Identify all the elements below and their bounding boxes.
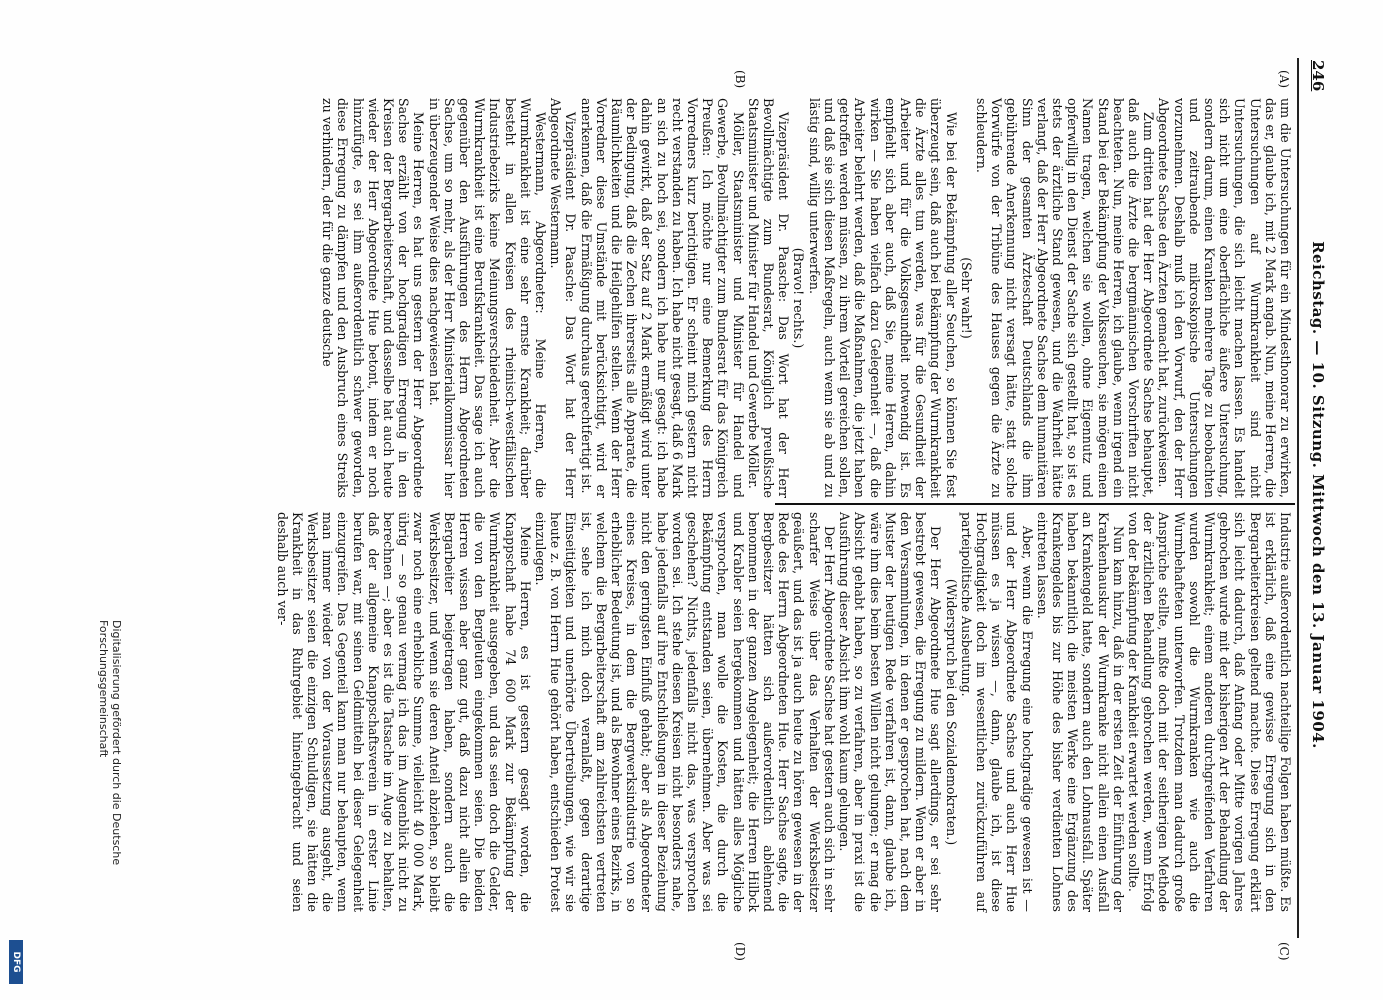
paragraph: Aber, wenn die Erregung eine hochgradige gewesen ist — und der Herr Abgeordnete Sachse und auch Herr Hue müssen es ja wissen —, dann, glaube ich, ist diese Hochgradigkeit doch im wesentlichen zurückzuführen auf parteipolitische Ausbeutung. [958, 512, 1035, 912]
paragraph: um die Untersuchungen für ein Mindesthonorar zu erwirken, das er, glaube ich, mit 2 Mark angab. Nun, meine Herren, die Untersuchungen auf Wurmkrankheit sind nicht Untersuchungen, die sich leicht machen lassen. Es handelt sich nicht um eine oberflächliche äußere Untersuchung, sondern darum, einen Kranken mehrere Tage zu beobachten und zeitraubende mikroskopische Untersuchungen vorzunehmen. Deshalb muß ich den Vorwurf, den der Herr Abgeordnete Sachse den Ärzten gemacht hat, zurückweisen. [1156, 98, 1293, 498]
interjection: (Sehr wahr!) [958, 257, 974, 339]
margin-marker-d: (D) [733, 942, 747, 961]
column-divider [775, 503, 1295, 505]
paragraph: Industrie außerordentlich nachteilige Folgen haben müßte. Es ist erklärlich, daß eine gewisse Erregung sich in den Bergarbeiterkreisen geltend machte. Diese Erregung erklärt sich leicht dadurch, daß Anfang oder Mitte vorigen Jahres gebrochen wurde mit der bisherigen Art der Behandlung der Wurmkrankheit; einem anderen durchgreifenden Verfahren wurden sowohl die Wurmkranken wie auch die Wurmbehafteten unterworfen. Trotzdem man dadurch große Ansprüche stellte, mußte doch mit der seitherigen Methode der ärztlichen Behandlung gebrochen werden, wenn Erfolg von der Bekämpfung der Krankheit erwartet werden sollte. [1125, 512, 1293, 912]
paragraph: Nun kam hinzu, daß in der ersten Zeit der Einführung der Krankenhauskur der Wurmkranke nicht allein einen Ausfall an Krankengeld hatte, sondern auch den Lohnausfall. Später haben bekanntlich die meisten Werke eine Ergänzung des Krankengeldes bis zur Höhe des bisher verdienten Lohnes eintreten lassen. [1034, 512, 1126, 912]
dfg-logo: DFG [9, 940, 23, 984]
paragraph: Der Herr Abgeordnete Sachse hat gestern auch sich in sehr scharfer Weise über das Verhalten der Werksbesitzer geäußert, und das ist ja auch heute zu hören gewesen in der Rede des Herrn Abgeordneten Hue. Herr Sachse sagte, die Bergbesitzer hätten sich außerordentlich ablehnend benommen in der ganzen Angelegenheit; die Herren Hilbck und Krabler seien hergekommen und hätten alles Mögliche versprochen, man wolle die Kosten, die durch die Bekämpfung entstanden seien, übernehmen. Aber was sei geschehen? Nichts, jedenfalls nicht das, was versprochen worden sei. Ich stehe diesen Kreisen nicht besonders nahe, habe jedenfalls auf ihre Entschließungen in dieser Beziehung nicht den geringsten Einfluß gehabt; aber als Abgeordneter eines Kreises, in dem die Bergwerksindustrie von so erheblicher Bedeutung ist, und als Bewohner eines Bezirks, in welchem die Bergarbeiterschaft am zahlreichsten vertreten ist, sehe ich mich doch veranlaßt, gegen derartige Einseitigkeiten und unerhörte Übertreibungen, wie wir sie heute z. B. von Herrn Hue gehört haben, entschieden Protest einzulegen. [533, 512, 837, 912]
page-number: 246 [1309, 60, 1327, 92]
margin-marker-a: (A) [1277, 70, 1291, 89]
running-title: Reichstag. — 10. Sitzung. Mittwoch den 13. Januar 1904. [1309, 241, 1327, 749]
digitization-credit: Digitalisierung gefördert durch die Deutsche Forschungsgemeinschaft [97, 620, 123, 866]
paragraph: Meine Herren, es hat uns gestern der Herr Abgeordnete Sachse erzählt von der hochgradigen Erregung in den Kreisen der Bergarbeiterschaft, und dasselbe hat auch heute wieder der Herr Abgeordnete Hue betont, indem er noch hinzufügte, es sei ihm außerordentlich schwer geworden, diese Erregung zu dämpfen und den Ausbruch eines Streiks zu verhindern, der für die ganze deutsche [320, 98, 427, 498]
paragraph: Meine Herren, es ist gestern gesagt worden, die Knappschaft habe 74 600 Mark zur Bekämpfung der Wurmkrankheit ausgegeben, und das seien doch die Gelder, die von den Bergleuten eingekommen seien. Die beiden Herren wissen aber ganz gut, daß dazu nicht allein die Bergarbeiter beigetragen haben, sondern auch die Werksbesitzer, und wenn sie deren Anteil abziehen, so bleibt zwar noch eine erhebliche Summe, vielleicht 40 000 Mark, übrig — so genau vermag ich das im Augenblick nicht zu berechnen —; aber es ist die Tatsache im Auge zu behalten, daß der allgemeine Knappschaftsverein in erster Linie berufen war, mit seinen Geldmitteln bei dieser Gelegenheit einzugreifen. Das Gegenteil kann man nur behaupten, wenn man immer wieder von der Voraussetzung ausgeht, die Werksbesitzer seien die einzigen Schuldigen, sie hätten die Krankheit in das Ruhrgebiet hineingebracht und seien deshalb auch ver- [274, 512, 533, 912]
paragraph: Zum dritten hat der Herr Abgeordnete Sachse behauptet, daß auch die Ärzte die bergmännischen Vorschriften nicht beachteten. Nun, meine Herren, ich glaube, wenn irgend ein Stand bei der Bekämpfung der Volksseuchen, sie mögen einen Namen tragen, welchen sie wollen, ohne Eigennutz und opferwillig in den Dienst der Sache sich gestellt hat, so ist es stets der ärztliche Stand gewesen, und die Wahrheit hätte verlangt, daß der Herr Abgeordnete Sachse dem humanitären Sinn der gesamten Ärzteschaft Deutschlands die ihm gebührende Anerkennung nicht versagt hätte, statt solche Vorwürfe von der Tribüne des Hauses gegen die Ärzte zu schleudern. [973, 98, 1157, 498]
header-rule [1297, 58, 1299, 938]
left-column [320, 98, 1293, 498]
speaker-paragraph: Westermann, Abgeordneter: Meine Herren, die Wurmkrankheit ist eine sehr ernste Krankheit; darüber besteht in allen Kreisen des rheinisch-westfälischen Industriebezirks keine Meinungsverschiedenheit. Aber die Wurmkrankheit ist eine Berufskrankheit. Das sage ich auch gegenüber den Ausführungen des Herrn Abgeordneten Sachse, um so mehr, als der Herr Ministerialkommissar hier in überzeugender Weise dies nachgewiesen hat. [426, 98, 549, 498]
page-header [1297, 60, 1327, 930]
right-column [274, 512, 1293, 912]
margin-marker-c: (C) [1277, 942, 1291, 961]
interjection: (Bravo! rechts.) [791, 247, 807, 349]
interjection: (Widerspruch bei den Sozialdemokraten.) [943, 578, 959, 846]
speaker-paragraph: Möller, Staatsminister und Minister für Handel und Gewerbe, Bevollmächtigter zum Bundesrat für das Königreich Preußen: Ich möchte nur eine Bemerkung des Herrn Vorredners kurz berichtigen. Er scheint mich gestern nicht recht verstanden zu haben. Ich habe nicht gesagt, daß 6 Mark an sich zu hoch sei, sondern ich habe nur gesagt: ich habe dahin gewirkt, daß der Satz auf 2 Mark ermäßigt wird unter der Bedingung, daß die Zechen ihrerseits alle Apparate, die Räumlichkeiten und die Heilgehilfen stellen. Wenn der Herr Vorredner diese Umstände mit berücksichtigt, wird er anerkennen, daß die Ermäßigung durchaus gerechtfertigt ist. [578, 98, 746, 498]
margin-marker-b: (B) [733, 70, 747, 89]
speaker-paragraph: Vizepräsident Dr. Paasche: Das Wort hat der Herr Bevollmächtigte zum Bundesrat, Königlich preußische Staatsminister und Minister für Handel und Gewerbe Möller. [745, 98, 792, 498]
paragraph: Der Herr Abgeordnete Hue sagt allerdings, er sei sehr bestrebt gewesen, die Erregung zu mildern. Wenn er aber in den Versammlungen, in denen er gesprochen hat, nach dem Muster der heutigen Rede verfahren ist, dann, glaube ich, wäre ihm dies beim besten Willen nicht gelungen; er mag die Absicht gehabt haben, so zu verfahren, aber in praxi ist die Ausführung dieser Absicht ihm wohl kaum gelungen. [837, 512, 944, 912]
speaker-paragraph: Vizepräsident Dr. Paasche: Das Wort hat der Herr Abgeordnete Westermann. [548, 98, 579, 498]
paragraph: Wie bei der Bekämpfung aller Seuchen, so können Sie fest überzeugt sein, daß auch bei Bekämpfung der Wurmkrankheit die Ärzte alles tun werden, was für die Gesundheit der Arbeiter und für die Volksgesundheit notwendig ist. Es empfiehlt sich aber auch, daß Sie, meine Herren, dahin wirken — Sie haben vielfach dazu Gelegenheit —, daß die Arbeiter belehrt werden, daß die Maßnahmen, die jetzt haben getroffen werden müssen, zu ihrem Vorteil gereichen sollen, und daß sie sich diesen Maßregeln, auch wenn sie ab und zu lästig sind, willig unterwerfen. [806, 98, 959, 498]
